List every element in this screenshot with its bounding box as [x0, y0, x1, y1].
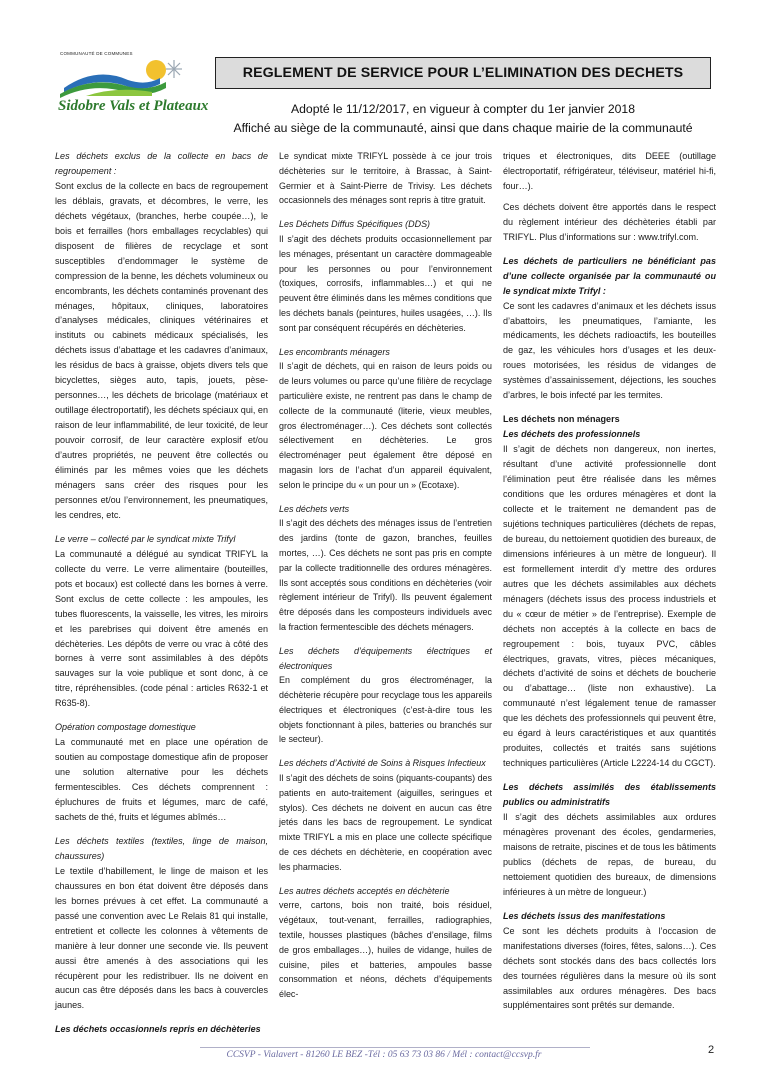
paragraph-bulky-waste: Il s’agit de déchets, qui en raison de leurs poids ou de leurs volumes ou parce qu’une filière de recyclage particulière existe, ne rentrent pas dans le champ de collecte de la communauté (literie, vieux meubles, gros électroménager…). Ces déchets sont collectés sélectivement en déchèteries. Le gros électroménager peut également être déposé en magasin lors de l’achat d’un appareil équivalent, selon le principe du « un pour un » (Ecotaxe). — [279, 361, 492, 490]
paragraph-other-accepted: verre, cartons, bois non traité, bois résiduel, végétaux, tout-venant, ferrailles, radiographies, textile, housses plastiques (bâches d’ensilage, films de gros emballages…), huiles de vidange, huiles de cuisine, piles et batteries, ampoules basse consommation et néons, déchets d’équipements élec- — [279, 900, 492, 1000]
logo-small-text: COMMUNAUTÉ DE COMMUNES — [60, 51, 133, 56]
column-3 — [503, 149, 716, 1019]
landscape-logo-icon — [56, 54, 206, 98]
title-box — [215, 57, 711, 89]
paragraph-dds: Il s’agit des déchets produits occasionnellement par les ménages, présentant un caractère dommageable pour les personnes ou pour l’environnement (toxiques, corrosifs, inflammables…) et qui ne peuvent être éliminés dans les mêmes conditions que les déchets banals (peintures, huiles usagées, …). Ils sont par conséquent récupérés en déchèteries. — [279, 233, 492, 333]
footer-divider — [200, 1047, 590, 1048]
paragraph-events: Ce sont les déchets produits à l’occasion de manifestations diverses (foires, fêtes, salons…). Ces déchets sont stockés dans des bacs collectés lors des tournées régulières dans la mesure où ils sont assimilables aux ordures ménagères. Des bacs supplémentaires sont prêtés sur demande. — [503, 925, 716, 1011]
paragraph-uncollected-waste: Ce sont les cadavres d’animaux et les déchets issus d’abattoirs, les pneumatiques, l’amiante, les médicaments, les déchets radioactifs, les bouteilles de gaz, les véhicules hors d’usages et les deux-roues motorisées, les résidus de vidanges de systèmes d’assainissement, déjections, les souches d’arbres, le bois infecté par les termites. — [503, 300, 716, 401]
paragraph-textiles: Le textile d’habillement, le linge de maison et les chaussures en bon état doivent être déposés dans les bornes prévues à cet effet. La communauté a passé une convention avec Le Relais 81 qui installe, entretient et collecte les colonnes à vêtements de manière à leur donner une seconde vie. Ils peuvent aussi être amenés à des associations qui les récupèrent pour les redistribuer. Ils ne doivent en aucun cas être déposés dans les bacs à couvercles jaunes. — [55, 865, 268, 1011]
heading-non-household: Les déchets non ménagers — [503, 414, 620, 425]
paragraph-green-waste: Il s’agit des déchets des ménages issus de l’entretien des jardins (tonte de gazon, branches, feuilles mortes, …). Ces déchets ne sont pas pris en compte par la collecte traditionnelle des ordures ménagères. Ils sont acceptés sous conditions en déchèteries (voir règlement intérieur de Trifyl). Ils peuvent également être déposés dans les composteurs individuels avec la fraction fermentescible des déchets ménagers. — [279, 518, 492, 632]
heading-excluded-waste: Les déchets exclus de la collecte en bacs de regroupement : — [55, 151, 268, 176]
heading-textiles: Les déchets textiles (textiles, linge de maison, chaussures) — [55, 835, 268, 861]
heading-professionals: Les déchets des professionnels — [503, 429, 641, 440]
page-number: 2 — [708, 1044, 715, 1056]
paragraph-public-establishments: Il s’agit des déchets assimilables aux ordures ménagères provenant des écoles, gendarmeries, maisons de retraite, piscines et de tous les bâtiments publics (déchets de repas, de bureau, du nettoiement quotidien des bureaux, de dimensions inférieures à un mètre de longueur.) — [503, 812, 716, 897]
heading-electrical-equipment: Les déchets d’équipements électriques et électroniques — [279, 645, 492, 671]
paragraph-trifyl-info: Ces déchets doivent être apportés dans le respect du règlement intérieur des déchèteries établi par TRIFYL. Plus d’informations sur : www.trifyl.com. — [503, 201, 716, 242]
heading-bulky-waste: Les encombrants ménagers — [279, 346, 390, 357]
paragraph-deee-continued: triques et électroniques, dits DEEE (outillage électroportatif, réfrigérateur, téléviseur, matériel hi-fi, four…). — [503, 151, 716, 191]
community-logo — [56, 50, 209, 122]
heading-public-establishments: Les déchets assimilés des établissements publics ou administratifs — [503, 782, 716, 808]
paragraph-composting: La communauté met en place une opération de soutien au compostage domestique afin de proposer une solution alternative pour les déchets fermentescibles. Ces déchets comprennent : épluchures de fruits et légumes, marc de café, sachets de thé, fruits et légumes abîmés… — [55, 737, 268, 822]
heading-uncollected-waste: Les déchets de particuliers ne bénéficiant pas d’une collecte organisée par la communauté ou le syndicat mixte Trifyl : — [503, 255, 716, 296]
paragraph-glass: La communauté a délégué au syndicat TRIFYL la collecte du verre. Le verre alimentaire (bouteilles, pots et bocaux) est collecté dans les bornes à verre. Sont exclus de cette collecte : les ampoules, les tubes fluorescents, la vaisselle, les vitres, les miroirs et les parebrises qui doivent être amenés en déchèteries. Les dépôts de verre ou vrac à côté des bornes à verre sont assimilables à des dépôts sauvages sur la voie publique et sont donc, à ce titre, répréhensibles. (code pénal : articles R632-1 et R635-8). — [55, 548, 268, 709]
heading-events: Les déchets issus des manifestations — [503, 910, 666, 921]
paragraph-dasri: Il s’agit des déchets de soins (piquants-coupants) des patients en auto-traitement (aiguilles, seringues et stylos). Ces déchets ne doivent en aucun cas être jetés dans les bacs de regroupement. Le syndicat mixte TRIFYL a mis en place une collecte spécifique de ces déchets en déchèterie, en coopération avec les pharmacies. — [279, 773, 492, 872]
paragraph-trifyl-centers: Le syndicat mixte TRIFYL possède à ce jour trois déchèteries sur le territoire, à Brassac, à Saint-Germier et à Saint-Pierre de Trivisy. Les déchets occasionnels des ménages sont repris à titre gratuit. — [279, 151, 492, 206]
heading-dds: Les Déchets Diffus Spécifiques (DDS) — [279, 219, 431, 230]
adoption-date: Adopté le 11/12/2017, en vigueur à compter du 1er janvier 2018 — [291, 102, 635, 116]
heading-occasional-waste: Les déchets occasionnels repris en déchèteries — [55, 1024, 261, 1035]
heading-other-accepted: Les autres déchets acceptés en déchèterie — [279, 885, 450, 896]
heading-glass: Le verre – collecté par le syndicat mixte Trifyl — [55, 533, 236, 544]
paragraph-excluded-waste: Sont exclus de la collecte en bacs de regroupement les déblais, gravats, et décombres, le verre, les déchets végétaux, (branches, herbe coupée…), le bois et ferrailles (hors emballages recyclables) qui disposent de filières de recyclage et sont susceptibles d’endommager le système de compression de la benne, les déchets volumineux ou encombrants, les déchets contaminés provenant des ménages, hôpitaux, cliniques, laboratoires d’analyses médicales, cliniques vétérinaires et instituts ou cabinets médicaux spécialisés, les déchets issus d’abattage et les cadavres d’animaux, les résidus de bacs à graisse, objets divers tels que bicyclettes, sièges auto, tapis, jouets, pèse-personnes…, les déchets de bricolage (matériaux et outillage électroportatif), les déchets spéciaux qui, en raison de leur inflammabilité, de leur toxicité, de leur pouvoir corrosif, de leur caractère explosif et/ou d’autres propriétés, ne peuvent être collectés ou éliminés par les mêmes voies que les déchets ménagers sans créer des risques pour les personnes et/ou l’environnement, les pneumatiques, les cendres, etc. — [55, 180, 268, 520]
paragraph-electrical-equipment: En complément du gros électroménager, la déchèterie récupère pour recyclage tous les appareils électriques et électroniques (c’est-à-dire tous les objets fonctionnant à piles, batteries ou branchés sur le secteur). — [279, 675, 492, 745]
display-notice: Affiché au siège de la communauté, ainsi que dans chaque mairie de la communauté — [233, 121, 693, 135]
heading-green-waste: Les déchets verts — [279, 503, 350, 514]
document-title: REGLEMENT DE SERVICE POUR L’ELIMINATION DES DECHETS — [242, 65, 684, 81]
column-2 — [279, 149, 492, 1008]
logo-name: Sidobre Vals et Plateaux — [58, 98, 209, 114]
column-1 — [55, 149, 268, 1037]
heading-composting: Opération compostage domestique — [55, 722, 196, 733]
paragraph-professionals: Il s’agit de déchets non dangereux, non inertes, résultant d’une activité professionnelle dont l’élimination peut être réalisée dans les mêmes conditions que les ordures ménagères et dont la collecte et le traitement ne demandent pas de sujétions techniques particulières (déchets de repas, de bureau, du nettoiement quotidien des bureaux, de dimensions inférieures à un mètre de longueur). Il est formellement interdit d’y mettre des ordures autres que les déchets assimilables aux déchets ménagers (déchets issus des process industriels et du « cœur de métier » de l’entreprise). Exemple de déchets non acceptés à la collecte en bacs de regroupement : bois, tuyaux PVC, câbles électriques, gravats, vitres, pièces mécaniques, déchets d’activité de soins et déchets de boucherie ou d’abattage… (liste non exhaustive). La communauté n’est légalement tenue de ramasser que les déchets des professionnels qui peuvent être, eu égard à leurs caractéristiques et aux quantités produites, collectés et traités sans sujétions techniques particulières (Article L2224-14 du CGCT). — [503, 444, 716, 769]
heading-dasri: Les déchets d’Activité de Soins à Risques Infectieux — [279, 758, 486, 769]
footer-contact: CCSVP - Vialavert - 81260 LE BEZ -Tél : 05 63 73 03 86 / Mél : contact@ccsvp.fr — [226, 1050, 542, 1060]
